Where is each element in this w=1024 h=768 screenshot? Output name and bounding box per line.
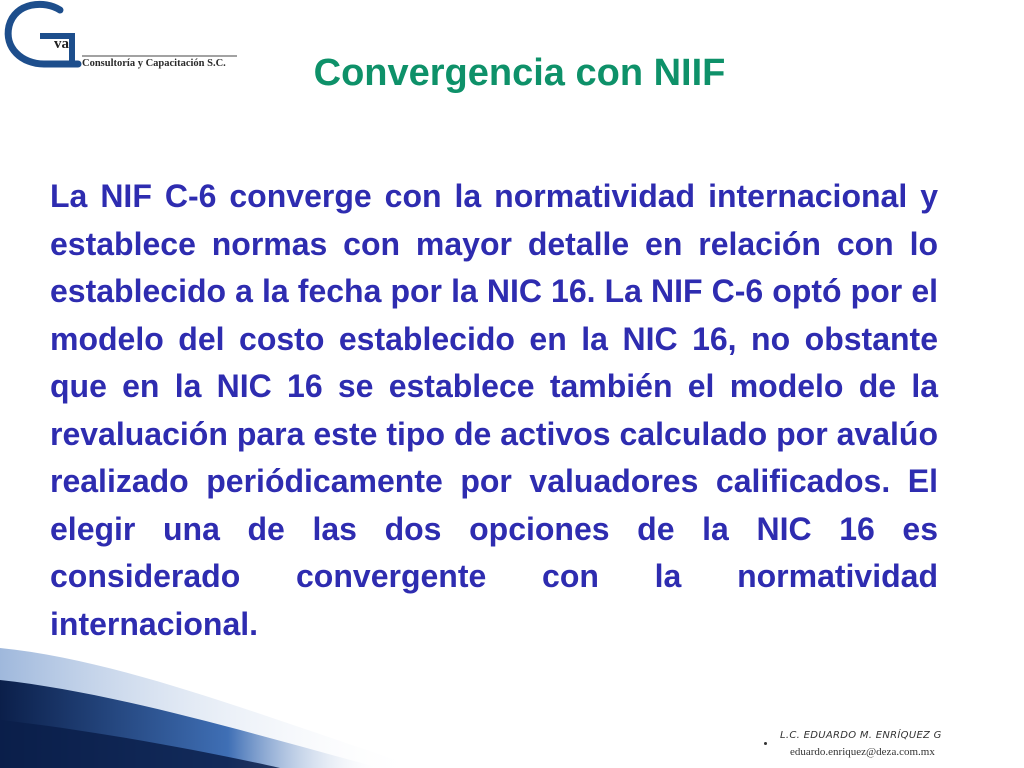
logo-letters: va: [54, 36, 69, 52]
footer-author-name: L.C. EDUARDO M. ENRÍQUEZ G: [780, 730, 942, 741]
footer-email: eduardo.enriquez@deza.com.mx: [790, 746, 935, 758]
logo-subtitle: Consultoría y Capacitación S.C.: [82, 58, 226, 69]
slide-body-text: La NIF C-6 converge con la normatividad internacional y establece normas con mayor detalle en relación con lo establecido a la fecha por la NIC 16. La NIF C-6 optó por el modelo del costo establecido en la NIC 16, no obstante que en la NIC 16 se establece también el modelo de la revaluación para este tipo de activos calculado por avalúo realizado periódicamente por valuadores calificados. El elegir una de las dos opciones de la NIC 16 es considerado convergente con la normatividad internacional.: [50, 178, 938, 642]
footer-dot: [764, 742, 767, 745]
slide-title: Convergencia con NIIF: [313, 52, 726, 94]
